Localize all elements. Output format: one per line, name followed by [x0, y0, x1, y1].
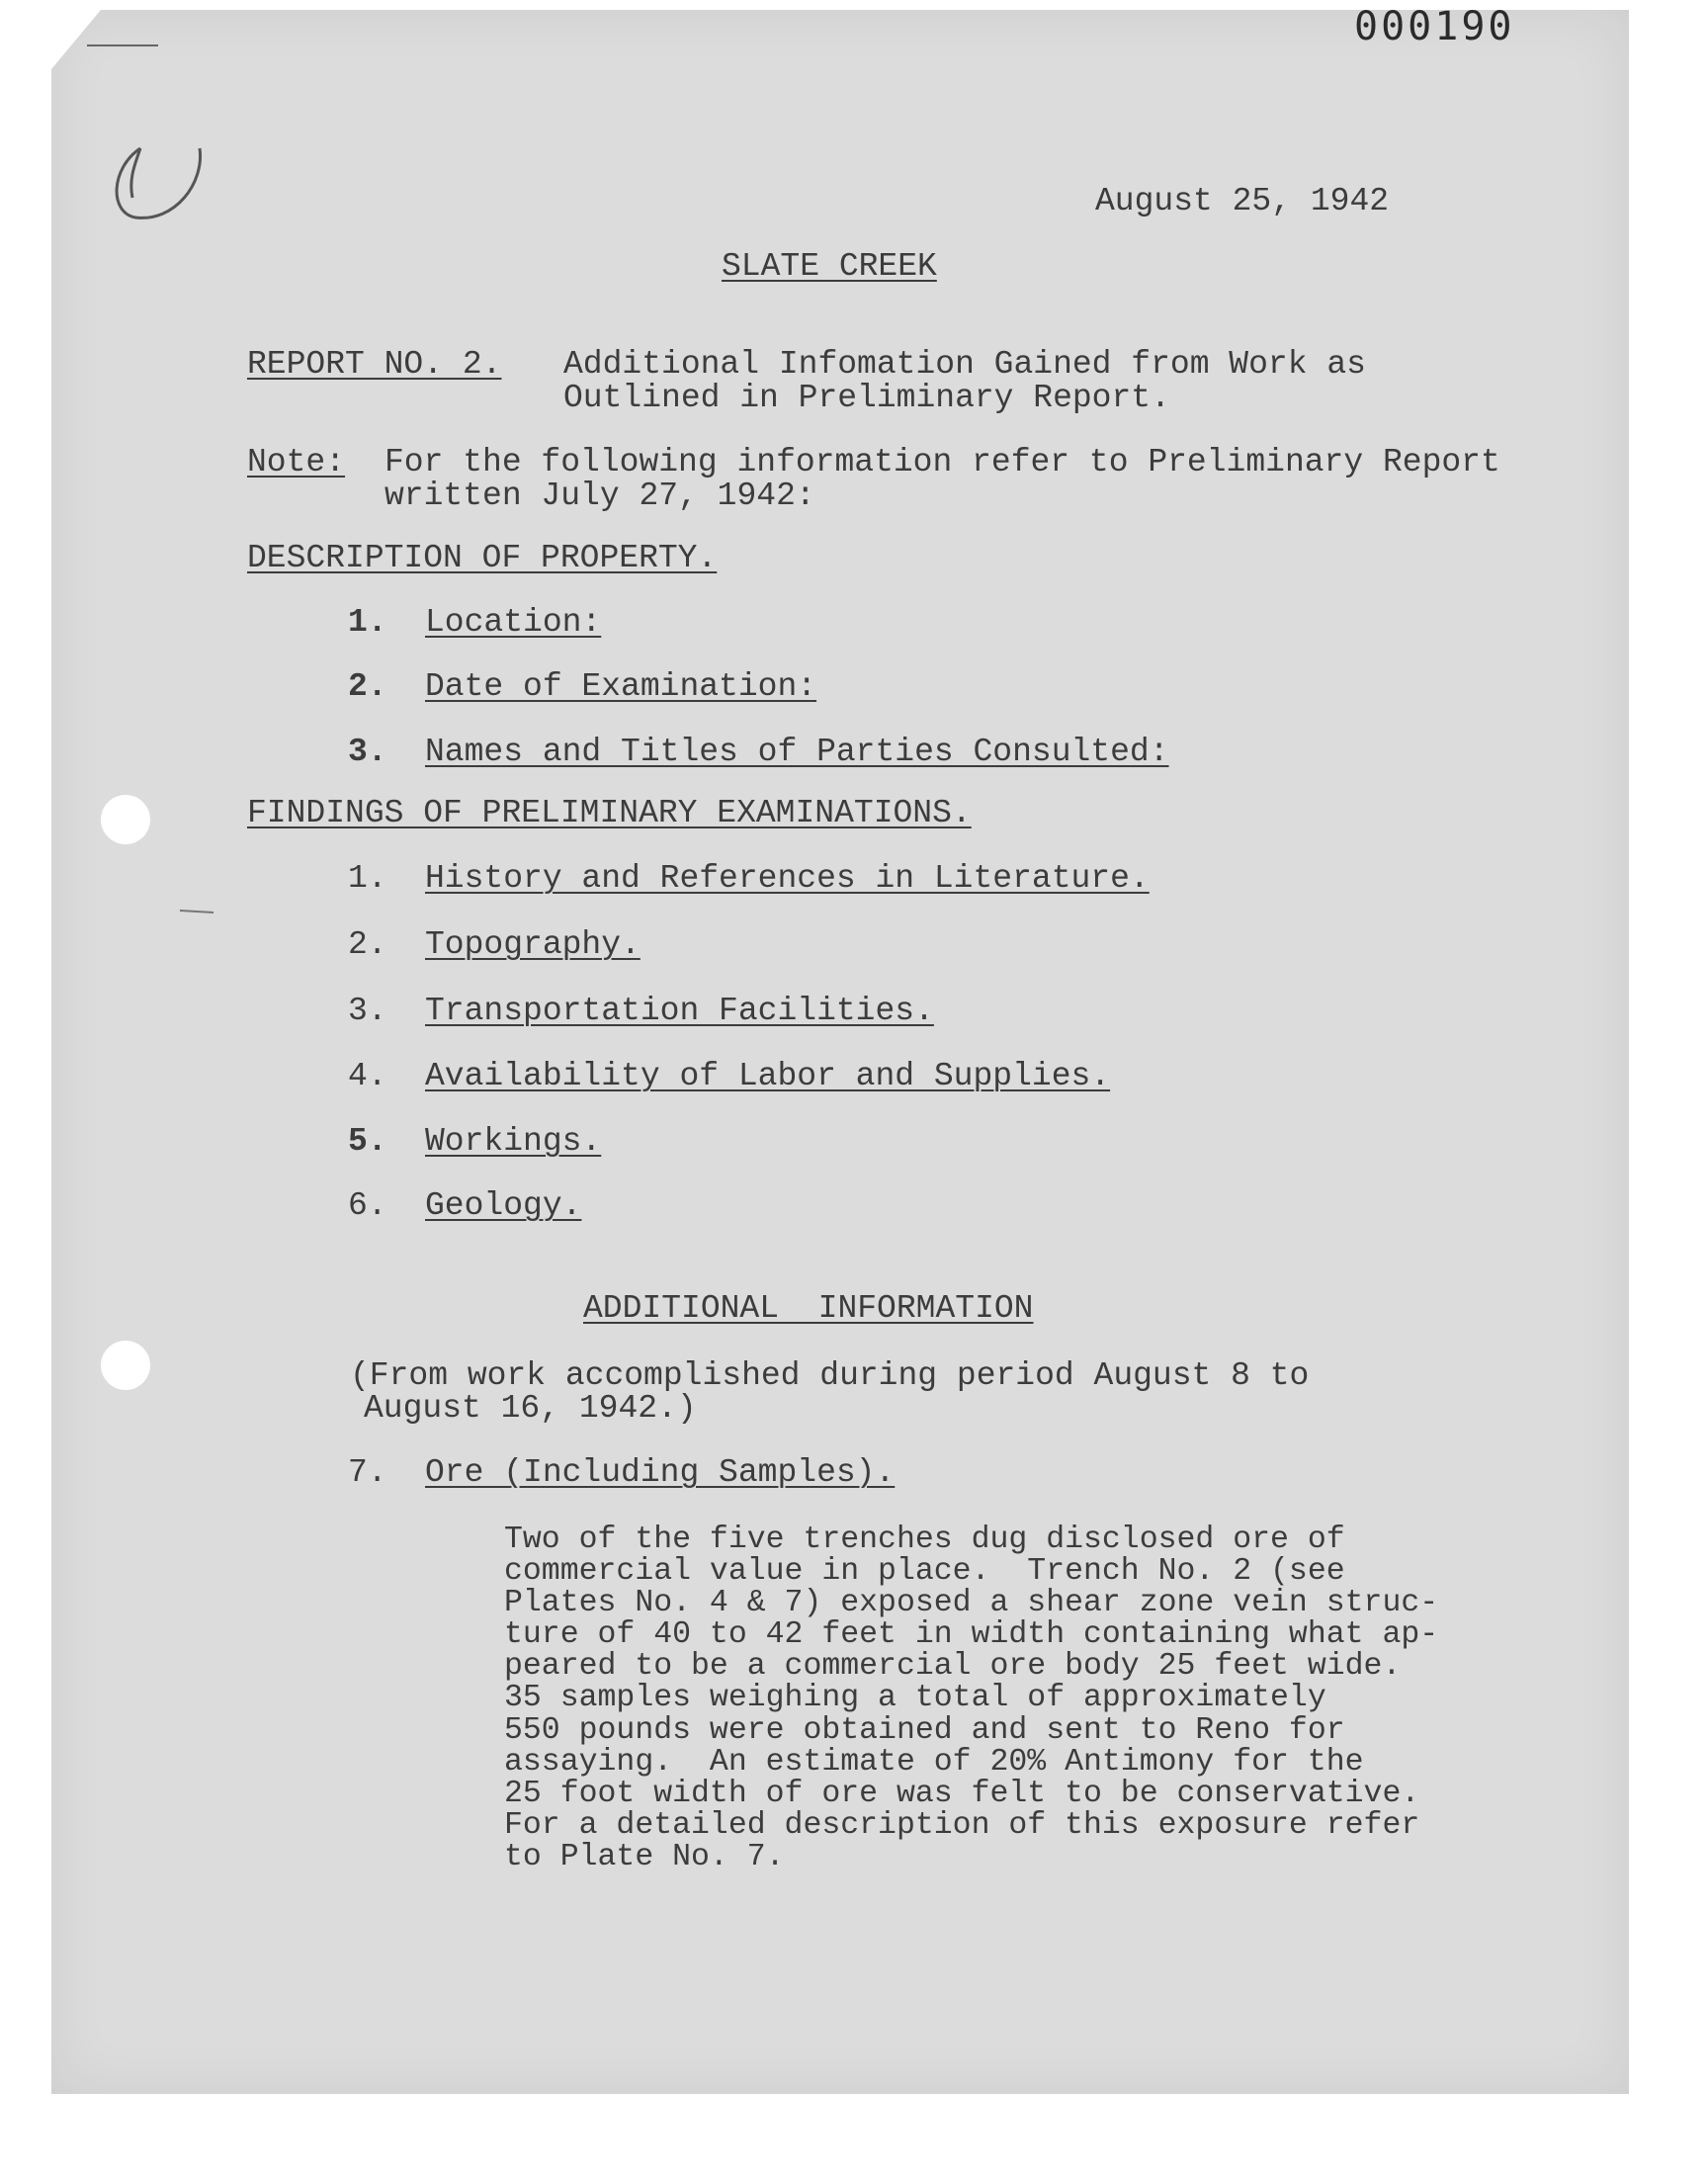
- findings-item-number: 4.: [348, 1058, 387, 1094]
- document-title: SLATE CREEK: [722, 248, 937, 285]
- ore-item-heading: Ore (Including Samples).: [425, 1454, 896, 1491]
- findings-item-number: 3.: [348, 993, 387, 1029]
- description-item-number: 3.: [348, 734, 387, 770]
- paragraph-line: assaying. An estimate of 20% Antimony for the: [504, 1745, 1364, 1780]
- paragraph-line: ture of 40 to 42 feet in width containing what ap-: [504, 1617, 1439, 1652]
- additional-period-line2: August 16, 1942.): [364, 1390, 697, 1427]
- handwritten-check-mark: [81, 89, 210, 227]
- description-heading: DESCRIPTION OF PROPERTY.: [247, 540, 718, 576]
- document-page: [51, 4, 1629, 2094]
- note-line2: written July 27, 1942:: [384, 478, 815, 514]
- punch-hole: [101, 795, 150, 844]
- additional-heading: ADDITIONAL INFORMATION: [583, 1290, 1034, 1327]
- paragraph-line: 35 samples weighing a total of approximately: [504, 1681, 1326, 1715]
- findings-item-topography: Topography.: [425, 926, 640, 963]
- description-item-parties: Names and Titles of Parties Consulted:: [425, 734, 1169, 770]
- paragraph-line: For a detailed description of this exposure refer: [504, 1808, 1420, 1843]
- paragraph-line: peared to be a commercial ore body 25 feet wide.: [504, 1649, 1402, 1684]
- description-item-location: Location:: [425, 604, 602, 641]
- report-label: REPORT NO. 2.: [247, 346, 502, 383]
- note-line1: For the following information refer to Preliminary Report: [384, 444, 1500, 480]
- findings-heading: FINDINGS OF PRELIMINARY EXAMINATIONS.: [247, 795, 972, 831]
- document-stamp-number: 000190: [1354, 4, 1515, 49]
- folded-corner-mark: [51, 10, 160, 89]
- findings-item-number: 1.: [348, 860, 387, 897]
- document-date: August 25, 1942: [1095, 183, 1390, 219]
- ore-item-number: 7.: [348, 1454, 387, 1491]
- additional-period-line1: (From work accomplished during period August 8 to: [350, 1357, 1310, 1394]
- paragraph-line: to Plate No. 7.: [504, 1840, 785, 1874]
- paragraph-line: 25 foot width of ore was felt to be conservative.: [504, 1777, 1420, 1811]
- description-item-number: 1.: [348, 604, 387, 641]
- findings-item-transportation: Transportation Facilities.: [425, 993, 934, 1029]
- margin-dash-mark: [178, 905, 217, 916]
- findings-item-number: 5.: [348, 1123, 387, 1160]
- findings-item-history: History and References in Literature.: [425, 860, 1150, 897]
- paragraph-line: commercial value in place. Trench No. 2 (see: [504, 1554, 1345, 1589]
- description-item-date: Date of Examination:: [425, 668, 817, 705]
- report-description-line2: Outlined in Preliminary Report.: [563, 380, 1170, 416]
- punch-hole: [101, 1341, 150, 1390]
- description-item-number: 2.: [348, 668, 387, 705]
- note-label: Note:: [247, 444, 346, 480]
- findings-item-number: 6.: [348, 1187, 387, 1224]
- findings-item-geology: Geology.: [425, 1187, 582, 1224]
- findings-item-labor: Availability of Labor and Supplies.: [425, 1058, 1111, 1094]
- findings-item-workings: Workings.: [425, 1123, 602, 1160]
- findings-item-number: 2.: [348, 926, 387, 963]
- paragraph-line: Plates No. 4 & 7) exposed a shear zone vein struc-: [504, 1586, 1439, 1620]
- paragraph-line: 550 pounds were obtained and sent to Reno for: [504, 1713, 1345, 1748]
- paragraph-line: Two of the five trenches dug disclosed ore of: [504, 1522, 1345, 1557]
- report-description-line1: Additional Infomation Gained from Work as: [563, 346, 1366, 383]
